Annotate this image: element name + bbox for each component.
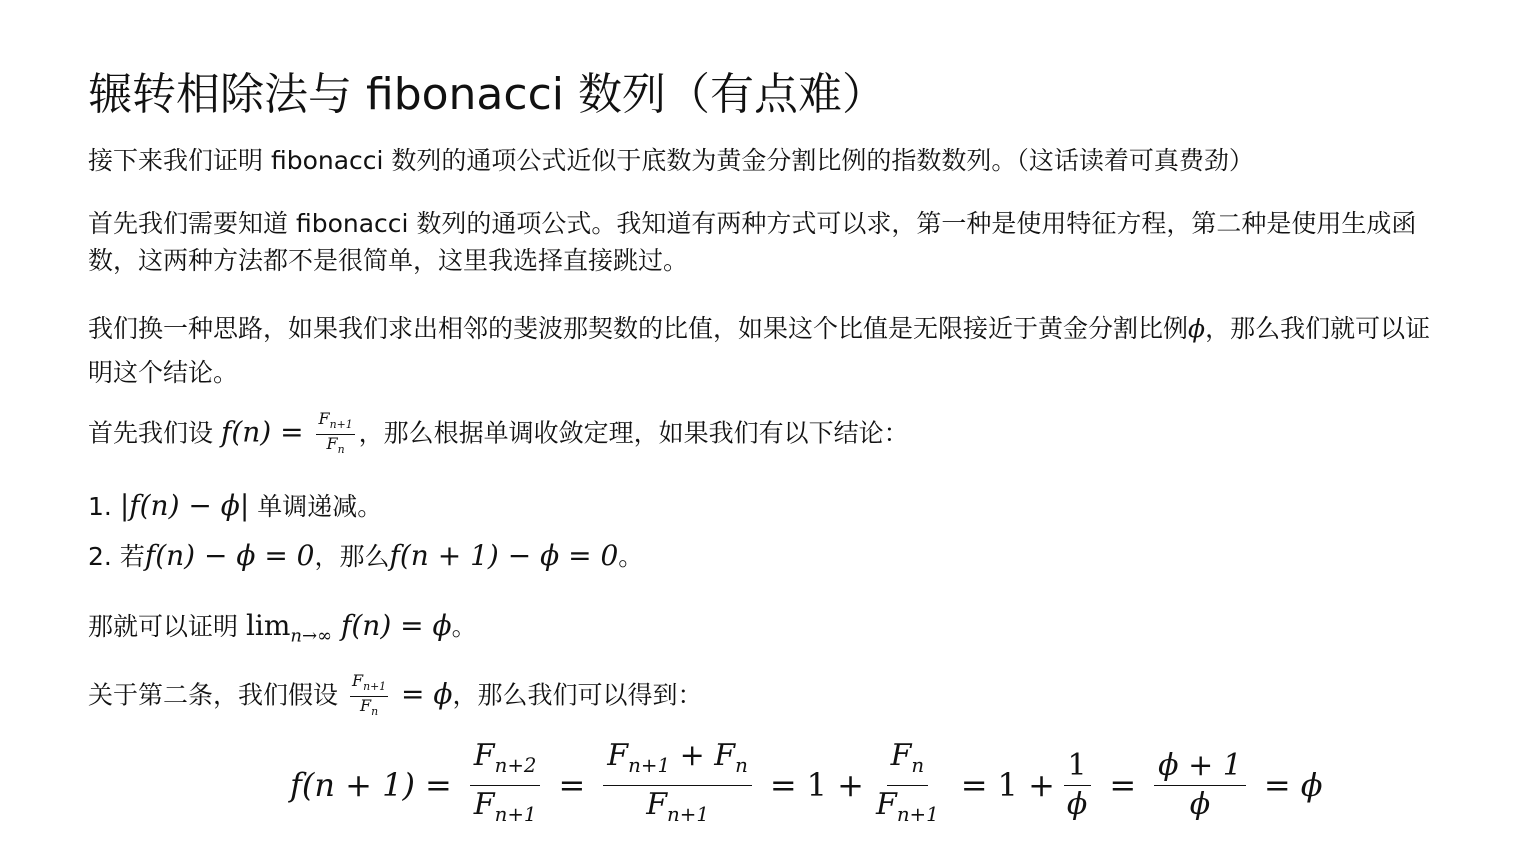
term-1-denominator: $F_{n+1}$: [473, 786, 537, 826]
define-f-fraction: [316, 410, 354, 459]
paragraph-ratio-idea: [88, 307, 1448, 395]
fraction-numerator: $F_{n+1}$: [350, 672, 388, 697]
paragraph-intro: 接下来我们证明 fibonacci 数列的通项公式近似于底数为黄金分割比例的指数数列。（这话读着可真费劲）: [88, 146, 1254, 175]
paragraph-ratio-idea-text-a: 我们换一种思路，如果我们求出相邻的斐波那契数的比值，如果这个比值是无限接近于黄金分割比例: [88, 314, 1189, 343]
term-2-numerator: $F_{n+1} + F_n$: [603, 737, 752, 786]
list-item-2-math-2: f(n + 1) − ϕ = 0: [389, 539, 619, 572]
paragraph-ratio-idea-text-b: ，那么我们就可以证明这个结论。: [88, 314, 1431, 387]
display-term-4-prefix: 1 +: [997, 766, 1055, 804]
equals-sign: =: [558, 766, 586, 804]
display-term-4: [1063, 747, 1091, 824]
list-marker-1: 1.: [88, 492, 112, 521]
equals-sign: =: [424, 766, 452, 804]
display-equation: [290, 737, 1323, 830]
assume-text-b: ，那么我们可以得到：: [452, 680, 703, 710]
term-3-numerator: $F_n$: [887, 737, 929, 786]
display-rhs: ϕ: [1300, 766, 1323, 804]
term-4-denominator: ϕ: [1066, 786, 1088, 822]
term-5-numerator: ϕ + 1: [1154, 747, 1246, 786]
equals-sign: =: [769, 766, 797, 804]
equals-sign: =: [960, 766, 988, 804]
list-item-1-math: |f(n) − ϕ|: [119, 489, 250, 522]
equals-sign: =: [1109, 766, 1137, 804]
list-marker-2: 2.: [88, 542, 112, 571]
list-item-2-post: 。: [618, 542, 644, 571]
assume-fraction: [350, 672, 388, 721]
display-term-3-prefix: 1 +: [806, 766, 864, 804]
list-item-2-mid: ，那么: [314, 542, 390, 571]
phi-symbol: ϕ: [1188, 314, 1206, 343]
term-4-numerator: 1: [1064, 747, 1091, 786]
list-item-2-pre: 若: [119, 542, 145, 571]
list-item-2-math-1: f(n) − ϕ = 0: [144, 539, 315, 572]
limit-text-b: 。: [451, 612, 477, 641]
define-f-lhs: f(n) =: [220, 415, 313, 449]
term-3-denominator: $F_{n+1}$: [875, 786, 939, 826]
paragraph-assume: [88, 672, 1448, 721]
limit-text-a: 那就可以证明: [88, 612, 246, 641]
term-5-denominator: ϕ: [1189, 786, 1211, 822]
list-item-1: [88, 485, 1448, 528]
display-term-2: [603, 737, 752, 834]
display-term-5: [1154, 747, 1246, 824]
display-term-1: [470, 737, 541, 834]
assume-eq: = ϕ: [392, 677, 453, 711]
display-lhs: f(n + 1): [290, 766, 415, 804]
page-title: 辗转相除法与 fibonacci 数列（有点难）: [88, 69, 886, 120]
fraction-denominator: $F_n$: [326, 433, 345, 456]
list-item-1-text: 单调递减。: [249, 492, 383, 521]
define-f-text-a: 首先我们设: [88, 418, 221, 448]
list-item-2: [88, 535, 1448, 578]
paragraph-limit: [88, 605, 1448, 657]
define-f-text-b: ，那么根据单调收敛定理，如果我们有以下结论：: [358, 418, 909, 448]
display-term-3: [872, 737, 943, 834]
fraction-denominator: $F_n$: [359, 695, 379, 718]
limit-subscript: n→∞: [290, 625, 333, 647]
limit-math: f(n) = ϕ: [332, 609, 452, 642]
paragraph-general-formula: 首先我们需要知道 fibonacci 数列的通项公式。我知道有两种方式可以求，第一种是使用特征方程，第二种是使用生成函数，这两种方法都不是很简单，这里我选择直接跳过。: [88, 209, 1417, 275]
term-2-denominator: $F_{n+1}$: [646, 786, 709, 826]
equals-sign: =: [1263, 766, 1291, 804]
limit-operator: lim: [245, 609, 291, 642]
paragraph-define-f: [88, 410, 1448, 459]
assume-text-a: 关于第二条，我们假设: [88, 680, 346, 710]
term-1-numerator: $F_{n+2}$: [470, 737, 541, 786]
fraction-numerator: $F_{n+1}$: [316, 410, 354, 435]
